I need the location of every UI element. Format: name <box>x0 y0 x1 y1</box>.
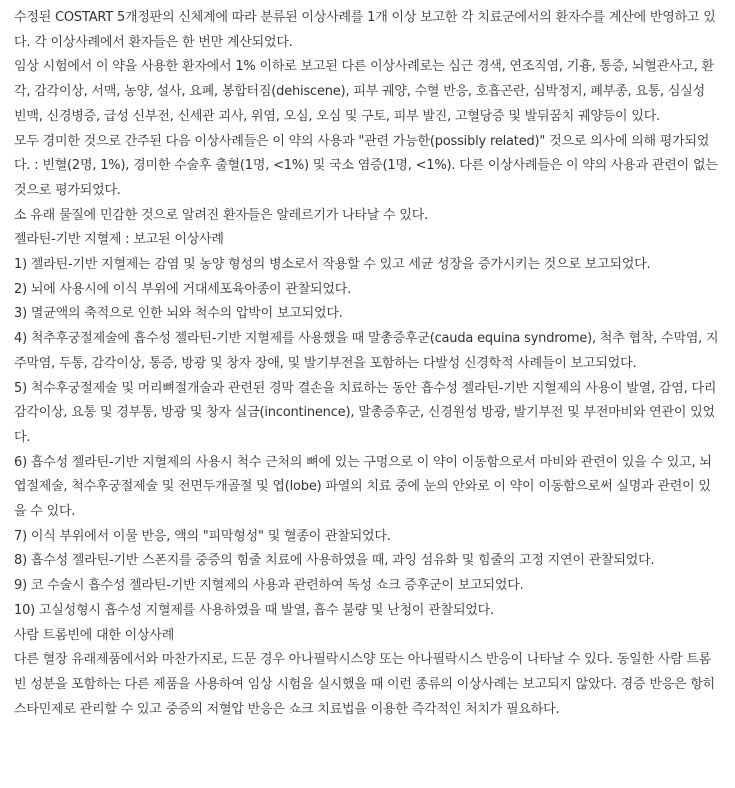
paragraph-thrombin-reactions: 다른 혈장 유래제품에서와 마찬가지로, 드문 경우 아나필락시스양 또는 아나필락시스 반응이 나타날 수 있다. 동일한 사람 트롬빈 성분을 포함하는 다른 제품을 사용하여 임상 시험을 실시했을 때 이런 종류의 이상사례는 보고되지 않았다. 경증 반응은 항히스타민제로 관리할 수 있고 중증의 저혈압 반응은 쇼크 치료법을 이용한 즉각적인 처치가 필요하다. <box>14 652 716 717</box>
paragraph-bovine-allergy: 소 유래 물질에 민감한 것으로 알려진 환자들은 알레르기가 나타날 수 있다. <box>14 207 428 223</box>
list-item-10: 10) 고실성형시 흡수성 지혈제를 사용하였을 때 발열, 흡수 불량 및 난청이 관찰되었다. <box>14 602 494 618</box>
list-item-8: 8) 흡수성 젤라틴-기반 스폰지를 중증의 힘줄 치료에 사용하였을 때, 과잉 섬유화 및 힘줄의 고정 지연이 관찰되었다. <box>14 553 655 569</box>
list-item-4: 4) 척추후궁절제술에 흡수성 젤라틴-기반 지혈제를 사용했을 때 말총증후군(cauda equina syndrome), 척추 협착, 수막염, 지주막염, 두통, 감각이상, 통증, 방광 및 창자 장애, 및 발기부전을 포함하는 다발성 신경학적 사례들이 보고되었다. <box>14 331 719 371</box>
section-heading-thrombin: 사람 트롬빈에 대한 이상사례 <box>14 627 175 643</box>
list-item-6: 6) 흡수성 젤라틴-기반 지혈제의 사용시 척수 근처의 뼈에 있는 구멍으로 이 약이 이동함으로서 마비와 관련이 있을 수 있고, 뇌엽절제술, 척수후궁절제술 및 전면두개골절 및 엽(lobe) 파열의 치료 중에 눈의 안와로 이 약이 이동함으로써 실명과 관련이 있을 수 있다. <box>14 454 712 520</box>
list-item-9: 9) 코 수술시 흡수성 젤라틴-기반 지혈제의 사용과 관련하여 독성 쇼크 증후군이 보고되었다. <box>14 578 524 594</box>
list-item-3: 3) 멸균액의 축적으로 인한 뇌와 척수의 압박이 보고되었다. <box>14 306 343 322</box>
section-heading-gelatin: 젤라틴-기반 지혈제 : 보고된 이상사례 <box>14 232 224 248</box>
list-item-5: 5) 척수후궁절제술 및 머리뼈절개술과 관련된 경막 결손을 치료하는 동안 흡수성 젤라틴-기반 지혈제의 사용이 발열, 감염, 다리 감각이상, 요통 및 경부통, 방광 및 창자 실금(incontinence), 말총증후군, 신경원성 방광, 발기부전 및 부전마비와 연관이 있었다. <box>14 380 717 445</box>
list-item-2: 2) 뇌에 사용시에 이식 부위에 거대세포육아종이 관찰되었다. <box>14 281 352 297</box>
paragraph-costart-note: 수정된 COSTART 5개정판의 신체계에 따라 분류된 이상사례를 1개 이상 보고한 각 치료군에서의 환자수를 계산에 반영하고 있다. 각 이상사례에서 환자들은 한 번만 계산되었다. <box>14 10 716 50</box>
list-item-1: 1) 젤라틴-기반 지혈제는 감염 및 농양 형성의 병소로서 작용할 수 있고 세균 성장을 증가시키는 것으로 보고되었다. <box>14 257 651 273</box>
paragraph-other-adverse-events: 임상 시험에서 이 약을 사용한 환자에서 1% 이하로 보고된 다른 이상사례로는 심근 경색, 연조직염, 기흉, 통증, 뇌혈관사고, 환각, 감각이상, 서맥, 농양, 설사, 요폐, 봉합터짐(dehiscene), 피부 궤양, 수혈 반응, 호흡곤란, 심박정지, 폐부종, 요통, 심실성 빈맥, 신경병증, 급성 신부전, 신세관 괴사, 위염, 오심, 오심 및 구토, 피부 발진, 고혈당증 및 발뒤꿈치 궤양등이 있다. <box>14 59 714 124</box>
paragraph-possibly-related: 모두 경미한 것으로 간주된 다음 이상사례들은 이 약의 사용과 "관련 가능한(possibly related)" 것으로 의사에 의해 평가되었다. : 빈혈(2명, 1%), 경미한 수술후 출혈(1명, <1%) 및 국소 염증(1명, <1%). 다른 이상사례들은 이 약의 사용과 관련이 없는 것으로 평가되었다. <box>14 133 718 198</box>
list-item-7: 7) 이식 부위에서 이물 반응, 액의 "피막형성" 및 혈종이 관찰되었다. <box>14 528 391 544</box>
